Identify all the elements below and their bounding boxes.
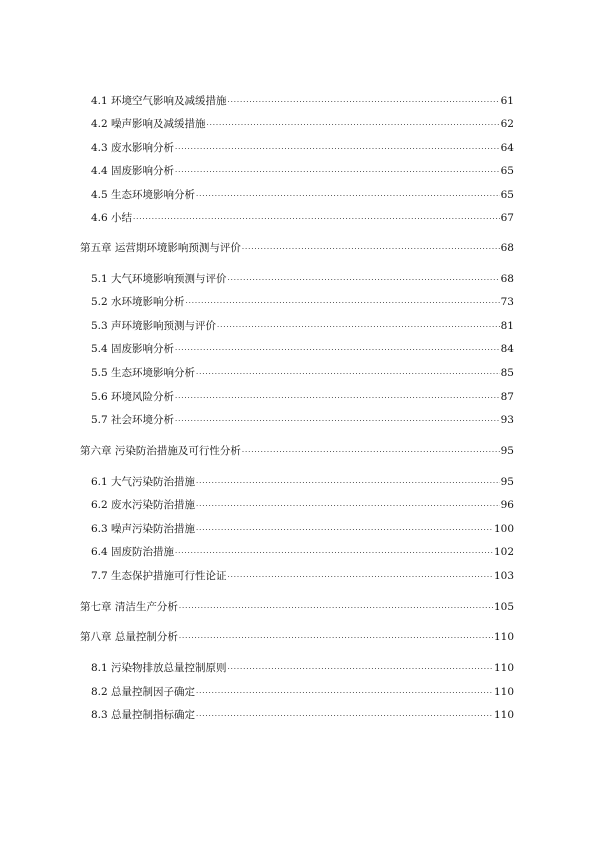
toc-entry-label: 4.3 废水影响分析 (91, 142, 175, 154)
toc-entry-label: 5.7 社会环境分析 (91, 414, 175, 426)
toc-entry[interactable] (91, 164, 514, 178)
toc-entry-label: 8.2 总量控制因子确定 (91, 686, 196, 698)
toc-entry-label: 7.7 生态保护措施可行性论证 (91, 570, 227, 582)
toc-entry-page: 110 (493, 686, 514, 698)
dot-leader (185, 295, 500, 309)
toc-entry-page: 93 (500, 414, 514, 426)
toc-entry-page: 62 (500, 118, 514, 130)
toc-entry[interactable] (91, 685, 514, 699)
dot-leader (195, 522, 493, 536)
toc-entry-page: 110 (493, 662, 514, 674)
toc-entry[interactable] (91, 366, 514, 380)
dot-leader (195, 366, 500, 380)
toc-entry-page: 85 (500, 367, 514, 379)
toc-entry-page: 61 (500, 95, 514, 107)
toc-entry-page: 110 (493, 631, 514, 643)
toc-entry-page: 105 (493, 601, 514, 613)
toc-entry-label: 第五章 运营期环境影响预测与评价 (80, 242, 241, 254)
toc-entry-page: 65 (500, 165, 514, 177)
toc-entry-page: 95 (500, 476, 514, 488)
toc-entry-label: 5.3 声环境影响预测与评价 (91, 320, 217, 332)
toc-entry-label: 5.6 环境风险分析 (91, 391, 175, 403)
dot-leader (241, 444, 500, 458)
toc-entry-label: 4.6 小结 (91, 212, 133, 224)
dot-leader (227, 272, 500, 286)
toc-entry[interactable] (91, 475, 514, 489)
dot-leader (195, 498, 500, 512)
toc-entry[interactable] (91, 413, 514, 427)
toc-entry[interactable] (91, 211, 514, 225)
toc-entry[interactable] (91, 522, 514, 536)
toc-entry[interactable] (91, 390, 514, 404)
toc-entry-label: 4.1 环境空气影响及减缓措施 (91, 95, 227, 107)
dot-leader (195, 685, 493, 699)
dot-leader (206, 117, 500, 131)
dot-leader (178, 630, 493, 644)
dot-leader (174, 342, 500, 356)
toc-entry[interactable] (91, 188, 514, 202)
toc-entry-label: 8.1 污染物排放总量控制原则 (91, 662, 227, 674)
toc-entry-page: 81 (500, 320, 514, 332)
toc-entry[interactable] (80, 241, 514, 255)
toc-entry-label: 第六章 污染防治措施及可行性分析 (80, 445, 241, 457)
toc-entry-page: 100 (493, 523, 514, 535)
toc-entry-label: 5.1 大气环境影响预测与评价 (91, 273, 227, 285)
toc-entry-label: 4.2 噪声影响及减缓措施 (91, 118, 206, 130)
toc-entry-label: 4.4 固废影响分析 (91, 165, 175, 177)
toc-entry-page: 87 (500, 391, 514, 403)
toc-entry-label: 5.2 水环境影响分析 (91, 296, 185, 308)
toc-entry-page: 67 (500, 212, 514, 224)
toc-entry-page: 68 (500, 242, 514, 254)
toc-entry-label: 第八章 总量控制分析 (80, 631, 178, 643)
toc-entry-label: 8.3 总量控制指标确定 (91, 709, 196, 721)
toc-entry-page: 73 (500, 296, 514, 308)
dot-leader (227, 569, 493, 583)
dot-leader (227, 94, 500, 108)
toc-entry[interactable] (80, 444, 514, 458)
dot-leader (195, 188, 500, 202)
toc-entry-page: 68 (500, 273, 514, 285)
toc-entry-label: 6.1 大气污染防治措施 (91, 476, 196, 488)
toc-entry[interactable] (91, 708, 514, 722)
toc-entry[interactable] (91, 117, 514, 131)
toc-entry[interactable] (91, 498, 514, 512)
dot-leader (132, 211, 500, 225)
toc-entry-label: 6.2 废水污染防治措施 (91, 499, 196, 511)
toc-entry[interactable] (80, 630, 514, 644)
toc-entry[interactable] (91, 295, 514, 309)
dot-leader (178, 600, 493, 614)
toc-entry[interactable] (91, 342, 514, 356)
toc-entry[interactable] (91, 661, 514, 675)
toc-entry-page: 65 (500, 189, 514, 201)
dot-leader (174, 141, 500, 155)
toc-entry[interactable] (91, 545, 514, 559)
toc-entry[interactable] (80, 600, 514, 614)
dot-leader (174, 164, 500, 178)
toc-entry-label: 6.3 噪声污染防治措施 (91, 523, 196, 535)
toc-entry-page: 110 (493, 709, 514, 721)
toc-entry-label: 5.4 固废影响分析 (91, 343, 175, 355)
toc-entry-label: 5.5 生态环境影响分析 (91, 367, 196, 379)
dot-leader (174, 545, 493, 559)
toc-entry[interactable] (91, 141, 514, 155)
dot-leader (216, 319, 500, 333)
toc-entry[interactable] (91, 272, 514, 286)
toc-entry-page: 96 (500, 499, 514, 511)
toc-entry[interactable] (91, 94, 514, 108)
toc-entry[interactable] (91, 569, 514, 583)
toc-entry-page: 103 (493, 570, 514, 582)
toc-entry-page: 84 (500, 343, 514, 355)
dot-leader (195, 708, 493, 722)
dot-leader (174, 390, 500, 404)
dot-leader (174, 413, 500, 427)
toc-entry-page: 95 (500, 445, 514, 457)
dot-leader (227, 661, 493, 675)
toc-entry-label: 6.4 固废防治措施 (91, 546, 175, 558)
dot-leader (241, 241, 500, 255)
toc-entry-label: 4.5 生态环境影响分析 (91, 189, 196, 201)
toc-entry-label: 第七章 清洁生产分析 (80, 601, 178, 613)
toc-entry-page: 102 (493, 546, 514, 558)
toc-entry[interactable] (91, 319, 514, 333)
toc-entry-page: 64 (500, 142, 514, 154)
dot-leader (195, 475, 500, 489)
